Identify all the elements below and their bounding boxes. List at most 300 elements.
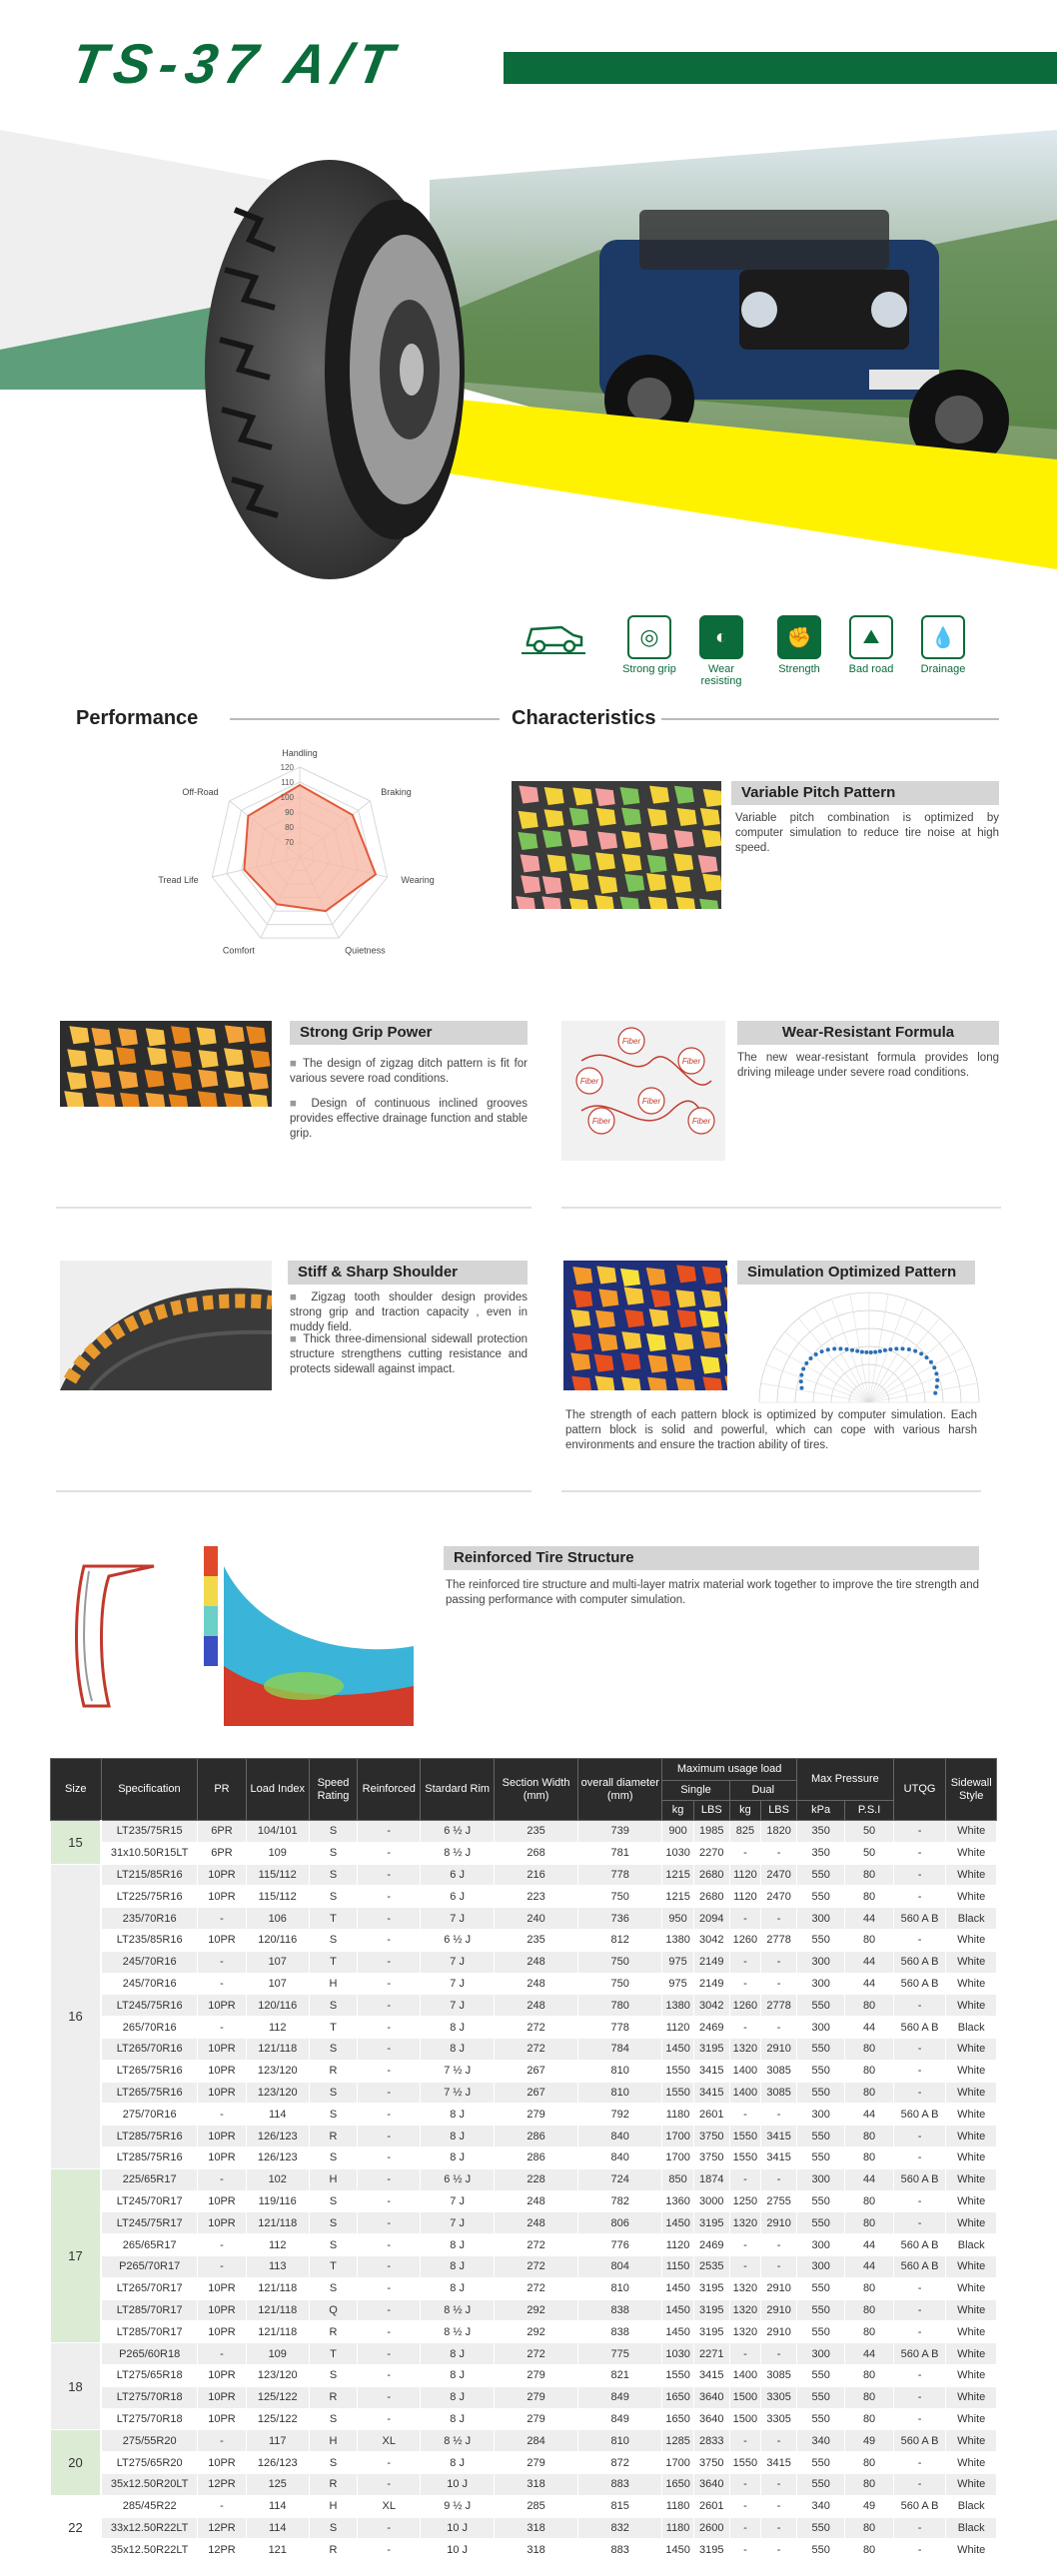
table-cell: -	[358, 2104, 421, 2126]
table-cell: 44	[845, 1908, 893, 1930]
th-kpa: kPa	[796, 1801, 844, 1821]
table-cell: 80	[845, 2277, 893, 2299]
table-cell: 318	[494, 2473, 577, 2495]
table-cell: 1820	[761, 1821, 797, 1843]
table-cell: 780	[578, 1995, 662, 2017]
table-cell: 126/123	[246, 2147, 309, 2168]
table-cell: -	[729, 2104, 761, 2126]
table-cell: XL	[358, 2495, 421, 2517]
table-cell: 1320	[729, 2299, 761, 2321]
table-cell: 80	[845, 1995, 893, 2017]
table-cell: 1180	[662, 2495, 694, 2517]
table-cell: -	[358, 2255, 421, 2277]
polar-point	[809, 1356, 813, 1360]
table-cell: 12PR	[198, 2473, 246, 2495]
table-cell: -	[358, 2038, 421, 2060]
radar-axis-label: Comfort	[222, 945, 255, 956]
table-cell: 120/116	[246, 1929, 309, 1951]
table-cell: 550	[796, 2126, 844, 2147]
table-cell: H	[309, 2430, 357, 2452]
table-cell: 350	[796, 1842, 844, 1864]
table-cell: 228	[494, 2168, 577, 2190]
table-cell: 223	[494, 1886, 577, 1908]
table-cell: 115/112	[246, 1886, 309, 1908]
shoulder-p1: Zigzag tooth shoulder design provides strong grip and traction capacity , even in muddy field.	[290, 1291, 528, 1333]
th-speed: Speed Rating	[309, 1759, 357, 1821]
polar-point	[933, 1391, 937, 1395]
table-cell: S	[309, 1929, 357, 1951]
table-cell: 300	[796, 2255, 844, 2277]
table-cell: 560 A B	[893, 2104, 946, 2126]
table-cell: 279	[494, 2364, 577, 2386]
table-cell: 318	[494, 2539, 577, 2561]
table-cell: 550	[796, 2212, 844, 2234]
table-cell: 33x12.50R22LT	[101, 2517, 198, 2539]
table-cell: 782	[578, 2190, 662, 2212]
table-cell: 10PR	[198, 1864, 246, 1886]
table-cell: 8 J	[421, 2364, 495, 2386]
table-row	[51, 2190, 997, 2212]
table-cell: -	[358, 1951, 421, 1973]
table-cell: White	[946, 1886, 997, 1908]
table-cell: 10PR	[198, 2126, 246, 2147]
table-cell: R	[309, 2386, 357, 2408]
table-cell: 736	[578, 1908, 662, 1930]
table-cell: Black	[946, 2495, 997, 2517]
table-cell: S	[309, 2082, 357, 2104]
shoulder-title: Stiff & Sharp Shoulder	[288, 1261, 528, 1285]
table-cell: 1120	[662, 2234, 694, 2256]
table-cell: 3640	[693, 2473, 729, 2495]
table-cell: 115/112	[246, 1864, 309, 1886]
table-cell: 10PR	[198, 2038, 246, 2060]
table-cell: 838	[578, 2321, 662, 2343]
th-pr: PR	[198, 1759, 246, 1821]
table-row	[51, 2299, 997, 2321]
table-cell: 1380	[662, 1995, 694, 2017]
table-cell: S	[309, 1995, 357, 2017]
table-cell: 10PR	[198, 2190, 246, 2212]
radar-scale-label: 120	[280, 763, 294, 772]
th-lbs: LBS	[693, 1801, 729, 1821]
table-cell: 80	[845, 2190, 893, 2212]
table-cell: 8 ½ J	[421, 1842, 495, 1864]
simulation-text: The strength of each pattern block is optimized by computer simulation. Each pattern block is solid and powerful, which can cope with various harsh environments and ensure the traction ability of tires.	[565, 1409, 977, 1451]
table-cell: -	[761, 2168, 797, 2190]
table-cell: 550	[796, 2082, 844, 2104]
table-cell: White	[946, 1973, 997, 1995]
table-cell: -	[761, 2473, 797, 2495]
table-cell: 300	[796, 2234, 844, 2256]
th-utqg: UTQG	[893, 1759, 946, 1821]
table-cell: -	[358, 1864, 421, 1886]
table-cell: White	[946, 1842, 997, 1864]
table-cell: 821	[578, 2364, 662, 2386]
table-cell: -	[358, 2147, 421, 2168]
table-cell: 3415	[761, 2126, 797, 2147]
table-cell: -	[893, 1821, 946, 1843]
table-cell: 1260	[729, 1929, 761, 1951]
table-cell: 3415	[761, 2147, 797, 2168]
table-cell: 849	[578, 2408, 662, 2430]
table-cell: -	[893, 2126, 946, 2147]
table-cell: 350	[796, 1821, 844, 1843]
polar-point	[855, 1349, 859, 1353]
table-cell: -	[761, 2234, 797, 2256]
table-cell: -	[761, 2343, 797, 2365]
table-cell: -	[729, 1842, 761, 1864]
table-cell: -	[729, 1973, 761, 1995]
table-cell: 3195	[693, 2321, 729, 2343]
variable-pitch-title: Variable Pitch Pattern	[731, 781, 999, 805]
table-cell: 10PR	[198, 1995, 246, 2017]
table-row	[51, 2147, 997, 2168]
table-cell: 300	[796, 2017, 844, 2039]
table-cell: 849	[578, 2386, 662, 2408]
polar-point	[799, 1386, 803, 1390]
polar-point	[864, 1350, 868, 1354]
table-row	[51, 1821, 997, 1843]
table-cell: White	[946, 2343, 997, 2365]
polar-point	[935, 1378, 939, 1382]
table-cell: S	[309, 2190, 357, 2212]
table-cell: 775	[578, 2343, 662, 2365]
table-cell: 7 J	[421, 2212, 495, 2234]
table-cell: 272	[494, 2017, 577, 2039]
polar-point	[934, 1371, 938, 1375]
fiber-label: Fiber	[579, 1077, 599, 1086]
table-cell: 10PR	[198, 2212, 246, 2234]
table-cell: -	[893, 2299, 946, 2321]
table-cell: R	[309, 2321, 357, 2343]
table-cell: 106	[246, 1908, 309, 1930]
table-cell: 285/45R22	[101, 2495, 198, 2517]
table-cell: 1215	[662, 1886, 694, 1908]
th-width: Section Width (mm)	[494, 1759, 577, 1821]
radar-axis-label: Quietness	[345, 945, 386, 956]
table-cell: 292	[494, 2299, 577, 2321]
table-cell: -	[358, 2126, 421, 2147]
table-cell: 1550	[729, 2147, 761, 2168]
table-cell: 550	[796, 2364, 844, 2386]
table-cell: 3415	[693, 2082, 729, 2104]
table-cell: 80	[845, 2386, 893, 2408]
table-row	[51, 2038, 997, 2060]
table-cell: S	[309, 2517, 357, 2539]
table-cell: 840	[578, 2126, 662, 2147]
table-cell: 123/120	[246, 2060, 309, 2082]
table-cell: -	[358, 2190, 421, 2212]
table-cell: -	[358, 2168, 421, 2190]
table-cell: 107	[246, 1951, 309, 1973]
table-cell: 123/120	[246, 2082, 309, 2104]
table-cell: 10PR	[198, 1886, 246, 1908]
radar-svg	[150, 739, 450, 979]
tread-block	[249, 1094, 269, 1107]
table-row	[51, 2343, 997, 2365]
table-cell: 80	[845, 2082, 893, 2104]
table-cell: White	[946, 2060, 997, 2082]
table-cell: -	[358, 2234, 421, 2256]
table-cell: 10 J	[421, 2539, 495, 2561]
table-cell: 9 ½ J	[421, 2495, 495, 2517]
table-cell: 10 J	[421, 2473, 495, 2495]
table-row	[51, 1973, 997, 1995]
table-cell: White	[946, 2168, 997, 2190]
th-diameter: overall diameter (mm)	[578, 1759, 662, 1821]
th-max-pressure: Max Pressure	[796, 1759, 893, 1801]
table-cell: -	[358, 2082, 421, 2104]
header	[0, 0, 1057, 100]
tread-block	[647, 1377, 667, 1390]
table-cell: Q	[309, 2299, 357, 2321]
table-cell: 114	[246, 2517, 309, 2539]
table-cell: 300	[796, 1951, 844, 1973]
table-cell: 80	[845, 1864, 893, 1886]
table-cell: S	[309, 1821, 357, 1843]
strong-grip-text-1: ■ The design of zigzag ditch pattern is fit for various severe road conditions.	[290, 1058, 528, 1085]
table-cell: -	[358, 1973, 421, 1995]
table-cell: -	[893, 1886, 946, 1908]
tread-block	[224, 1093, 244, 1107]
table-cell: 104/101	[246, 1821, 309, 1843]
table-cell: 812	[578, 1929, 662, 1951]
th-rim: Stardard Rim	[421, 1759, 495, 1821]
table-cell: 1320	[729, 2321, 761, 2343]
wear-resistant-image	[561, 1021, 725, 1161]
radar-scale-label: 90	[285, 808, 294, 817]
table-cell: White	[946, 2430, 997, 2452]
table-cell: LT285/70R17	[101, 2299, 198, 2321]
table-cell: 8 J	[421, 2017, 495, 2039]
table-cell: 2271	[693, 2343, 729, 2365]
table-cell: White	[946, 2190, 997, 2212]
table-cell: -	[893, 1864, 946, 1886]
table-cell: 1450	[662, 2277, 694, 2299]
spec-table-body	[51, 1821, 997, 2561]
table-cell: 1985	[693, 1821, 729, 1843]
radar-axis-label: Off-Road	[182, 787, 219, 798]
table-cell: -	[358, 2212, 421, 2234]
table-cell: 126/123	[246, 2126, 309, 2147]
table-cell: 272	[494, 2234, 577, 2256]
table-cell: -	[358, 2539, 421, 2561]
table-cell: 3085	[761, 2082, 797, 2104]
table-cell: 49	[845, 2495, 893, 2517]
tread-block	[516, 896, 535, 909]
tread-block	[146, 1093, 166, 1107]
table-row	[51, 2408, 997, 2430]
table-cell: 1320	[729, 2212, 761, 2234]
table-row	[51, 1995, 997, 2017]
table-row	[51, 1929, 997, 1951]
table-cell: -	[358, 2017, 421, 2039]
table-cell: 560 A B	[893, 2168, 946, 2190]
table-cell: 1320	[729, 2038, 761, 2060]
table-cell: 272	[494, 2255, 577, 2277]
table-cell: 44	[845, 2255, 893, 2277]
table-cell: 7 ½ J	[421, 2060, 495, 2082]
title-accent-bar	[504, 52, 1057, 84]
polar-point	[844, 1347, 848, 1351]
table-cell: 550	[796, 2473, 844, 2495]
table-cell: LT285/70R17	[101, 2321, 198, 2343]
table-cell: -	[358, 2343, 421, 2365]
table-cell: 1550	[662, 2060, 694, 2082]
table-cell: 1450	[662, 2212, 694, 2234]
table-cell: 2910	[761, 2212, 797, 2234]
table-cell: 8 J	[421, 2343, 495, 2365]
table-cell: 44	[845, 2343, 893, 2365]
radar-scale-label: 110	[281, 778, 294, 787]
size-cell: 16	[51, 1864, 102, 2168]
table-cell: -	[761, 2255, 797, 2277]
table-cell: 2470	[761, 1864, 797, 1886]
table-cell: 2469	[693, 2017, 729, 2039]
performance-divider	[230, 718, 500, 720]
table-row	[51, 2104, 997, 2126]
table-cell: 50	[845, 1821, 893, 1843]
table-cell: -	[198, 1908, 246, 1930]
table-cell: 560 A B	[893, 2343, 946, 2365]
table-cell: Black	[946, 2017, 997, 2039]
simulation-polar-chart	[747, 1283, 991, 1406]
polar-point	[826, 1347, 830, 1351]
table-cell: S	[309, 1886, 357, 1908]
table-cell: 44	[845, 1973, 893, 1995]
table-cell: 10PR	[198, 1929, 246, 1951]
table-cell: 2470	[761, 1886, 797, 1908]
table-cell: 3195	[693, 2038, 729, 2060]
table-cell: 810	[578, 2060, 662, 2082]
table-cell: 1150	[662, 2255, 694, 2277]
polar-point	[838, 1346, 842, 1350]
table-cell: 560 A B	[893, 2234, 946, 2256]
table-cell: 900	[662, 1821, 694, 1843]
table-cell: 44	[845, 2017, 893, 2039]
table-cell: P265/60R18	[101, 2343, 198, 2365]
table-cell: -	[358, 1842, 421, 1864]
table-cell: 8 ½ J	[421, 2430, 495, 2452]
table-cell: 8 J	[421, 2147, 495, 2168]
table-cell: 2755	[761, 2190, 797, 2212]
table-cell: -	[893, 2473, 946, 2495]
table-cell: LT225/75R16	[101, 1886, 198, 1908]
table-cell: 1700	[662, 2147, 694, 2168]
table-cell: 80	[845, 2452, 893, 2474]
tread-block	[571, 1376, 591, 1390]
strong-grip-title: Strong Grip Power	[290, 1021, 528, 1045]
table-cell: 112	[246, 2234, 309, 2256]
divider	[56, 1490, 531, 1492]
tread-block	[64, 1091, 84, 1107]
table-cell: 2910	[761, 2038, 797, 2060]
table-cell: 3000	[693, 2190, 729, 2212]
strong-grip-text-2: ■ Design of continuous inclined grooves provides effective drainage function and stable grip.	[290, 1098, 528, 1140]
feature-label: Drainage	[920, 663, 966, 675]
table-cell: S	[309, 2147, 357, 2168]
fiber-label: Fiber	[591, 1117, 611, 1126]
table-cell: 8 J	[421, 2234, 495, 2256]
table-cell: 2778	[761, 1995, 797, 2017]
polar-point	[907, 1347, 911, 1351]
table-cell: 950	[662, 1908, 694, 1930]
table-cell: -	[729, 2255, 761, 2277]
table-cell: 1874	[693, 2168, 729, 2190]
table-cell: 832	[578, 2517, 662, 2539]
polar-point	[932, 1365, 936, 1369]
polar-point	[799, 1379, 803, 1383]
table-cell: 114	[246, 2495, 309, 2517]
table-cell: 8 ½ J	[421, 2299, 495, 2321]
table-cell: 12PR	[198, 2517, 246, 2539]
table-cell: White	[946, 2277, 997, 2299]
table-cell: 279	[494, 2452, 577, 2474]
table-cell: 267	[494, 2082, 577, 2104]
table-cell: T	[309, 2255, 357, 2277]
fiber-label: Fiber	[681, 1057, 701, 1066]
tread-block	[621, 1377, 641, 1390]
table-cell: 109	[246, 1842, 309, 1864]
table-cell: 1550	[662, 2082, 694, 2104]
table-cell: 3195	[693, 2539, 729, 2561]
table-cell: -	[729, 2430, 761, 2452]
table-cell: LT265/70R16	[101, 2038, 198, 2060]
table-cell: -	[358, 2299, 421, 2321]
table-cell: 245/70R16	[101, 1973, 198, 1995]
table-cell: -	[893, 1929, 946, 1951]
polar-point	[919, 1351, 923, 1355]
table-cell: 340	[796, 2495, 844, 2517]
table-cell: 3640	[693, 2386, 729, 2408]
table-cell: LT265/70R17	[101, 2277, 198, 2299]
radar-series	[244, 785, 376, 911]
table-cell: 560 A B	[893, 1908, 946, 1930]
table-cell: 550	[796, 2517, 844, 2539]
table-cell: -	[761, 1951, 797, 1973]
table-cell: 44	[845, 2104, 893, 2126]
table-cell: -	[198, 2343, 246, 2365]
table-cell: 806	[578, 2212, 662, 2234]
tread-block	[675, 1377, 695, 1390]
table-cell: 750	[578, 1886, 662, 1908]
table-cell: 2680	[693, 1886, 729, 1908]
table-cell: 80	[845, 2299, 893, 2321]
table-cell: S	[309, 2104, 357, 2126]
table-cell: 8 J	[421, 2126, 495, 2147]
drainage-icon: 💧 Drainage	[911, 615, 975, 675]
table-cell: 739	[578, 1821, 662, 1843]
table-cell: LT285/75R16	[101, 2126, 198, 2147]
table-cell: 560 A B	[893, 2255, 946, 2277]
table-cell: 1450	[662, 2539, 694, 2561]
variable-pitch-text: Variable pitch combination is optimized by computer simulation to reduce tire noise at high speed.	[735, 812, 999, 854]
table-row	[51, 2277, 997, 2299]
table-cell: White	[946, 1864, 997, 1886]
table-cell: 1550	[729, 2452, 761, 2474]
table-cell: 3750	[693, 2147, 729, 2168]
table-cell: 10PR	[198, 2386, 246, 2408]
table-cell: 1400	[729, 2364, 761, 2386]
table-cell: XL	[358, 2430, 421, 2452]
table-cell: 1650	[662, 2386, 694, 2408]
table-cell: -	[358, 1929, 421, 1951]
wear-resisting-icon: ◐ Wear resisting	[689, 615, 753, 687]
table-cell: 815	[578, 2495, 662, 2517]
table-cell: 80	[845, 2539, 893, 2561]
table-cell: 975	[662, 1973, 694, 1995]
table-cell: White	[946, 2408, 997, 2430]
